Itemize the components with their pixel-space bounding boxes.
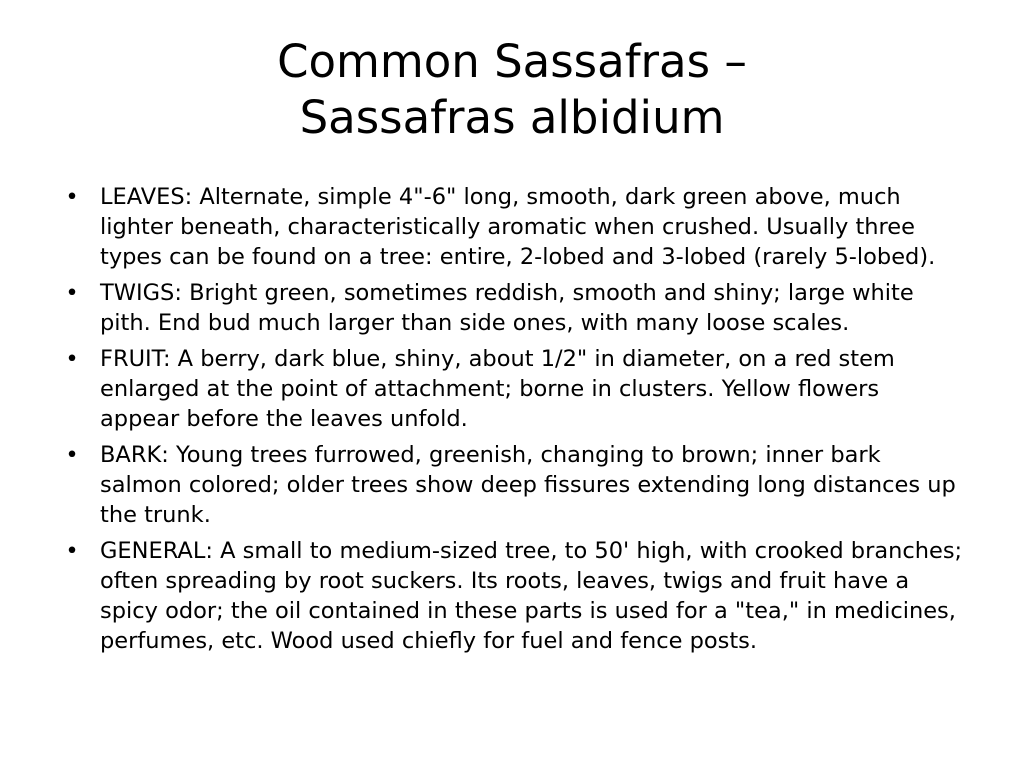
bullet-icon: • (65, 346, 79, 372)
bullet-item-general (56, 536, 964, 656)
slide-title-line-1: Common Sassafras – (277, 35, 747, 88)
bullet-text: FRUIT: A berry, dark blue, shiny, about 1/2" in diameter, on a red stem enlarged at the point of attachment; borne in clusters. Yellow flowers appear before the leaves unfold. (100, 346, 895, 432)
bullet-text: GENERAL: A small to medium-sized tree, to 50' high, with crooked branches; often spreading by root suckers. Its roots, leaves, twigs and fruit have a spicy odor; the oil contained in these parts is used for a "tea," in medicines, perfumes, etc. Wood used chiefly for fuel and fence posts. (100, 538, 963, 654)
bullet-item-bark (56, 440, 964, 530)
bullet-icon: • (65, 442, 79, 468)
slide-title-line-2: Sassafras albidium (299, 91, 725, 144)
bullet-item-twigs (56, 278, 964, 338)
bullet-text: BARK: Young trees furrowed, greenish, changing to brown; inner bark salmon colored; older trees show deep fissures extending long distances up the trunk. (100, 442, 956, 528)
bullet-text: LEAVES: Alternate, simple 4"-6" long, smooth, dark green above, much lighter beneath, characteristically aromatic when crushed. Usually three types can be found on a tree: entire, 2-lobed and 3-lobed (rarely 5-lobed). (100, 184, 936, 270)
bullet-icon: • (65, 280, 79, 306)
bullet-text: TWIGS: Bright green, sometimes reddish, smooth and shiny; large white pith. End bud much larger than side ones, with many loose scales. (100, 280, 914, 336)
slide-title (0, 34, 1024, 146)
bullet-item-leaves (56, 182, 964, 272)
bullet-item-fruit (56, 344, 964, 434)
bullet-icon: • (65, 538, 79, 564)
bullet-list (56, 182, 964, 662)
bullet-icon: • (65, 184, 79, 210)
